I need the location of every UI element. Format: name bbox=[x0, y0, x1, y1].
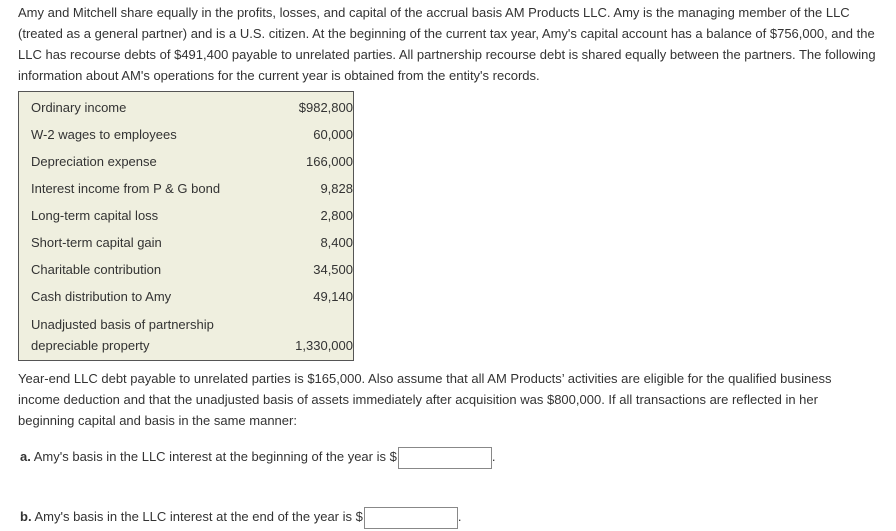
row-label: Short-term capital gain bbox=[31, 235, 162, 250]
question-text: Amy's basis in the LLC interest at the end of the year is bbox=[34, 509, 353, 524]
row-label: Long-term capital loss bbox=[31, 208, 159, 223]
beginning-basis-input[interactable] bbox=[398, 447, 492, 469]
table-row bbox=[31, 206, 353, 226]
row-value: $982,800 bbox=[298, 100, 353, 115]
table-row bbox=[31, 125, 353, 145]
row-value: 2,800 bbox=[320, 208, 353, 223]
row-label: Ordinary income bbox=[31, 100, 127, 115]
currency-symbol: $ bbox=[355, 509, 363, 524]
row-value: 60,000 bbox=[313, 127, 353, 142]
table-row bbox=[31, 314, 353, 356]
row-value: 8,400 bbox=[320, 235, 353, 250]
row-label-line: Unadjusted basis of partnership bbox=[31, 317, 214, 332]
ending-basis-input[interactable] bbox=[364, 507, 458, 529]
row-label bbox=[31, 314, 214, 356]
question-period: . bbox=[491, 449, 496, 464]
table-row bbox=[31, 287, 353, 307]
question-letter: a. bbox=[20, 449, 31, 464]
question-text: Amy's basis in the LLC interest at the beginning of the year is bbox=[33, 449, 386, 464]
row-value: 49,140 bbox=[313, 289, 353, 304]
table-row bbox=[31, 260, 353, 280]
row-value: 1,330,000 bbox=[295, 338, 353, 353]
table-row bbox=[31, 179, 353, 199]
row-value: 166,000 bbox=[306, 154, 353, 169]
question-b bbox=[20, 505, 462, 529]
question-letter: b. bbox=[20, 509, 32, 524]
table-row bbox=[31, 233, 353, 253]
row-label: Interest income from P & G bond bbox=[31, 181, 221, 196]
question-period: . bbox=[457, 509, 462, 524]
row-label: Depreciation expense bbox=[31, 154, 157, 169]
row-label: Charitable contribution bbox=[31, 262, 162, 277]
problem-intro: Amy and Mitchell share equally in the profits, losses, and capital of the accrual basis AM Products LLC. Amy is the managing member of the LLC (treated as a general partner) and is a U.S. citizen. At the beginning of the current tax year, Amy's capital account has a balance of $756,000, and the LLC has recourse debts of $491,400 payable to unrelated parties. All partnership recourse debt is shared equally between the partners. The following information about AM's operations for the current year is obtained from the entity's records. bbox=[18, 5, 876, 83]
row-value: 9,828 bbox=[320, 181, 353, 196]
row-label: Cash distribution to Amy bbox=[31, 289, 172, 304]
question-a bbox=[20, 445, 495, 469]
row-value: 34,500 bbox=[313, 262, 353, 277]
table-row bbox=[31, 152, 353, 172]
operations-data-table bbox=[18, 91, 354, 361]
problem-assumptions: Year-end LLC debt payable to unrelated parties is $165,000. Also assume that all AM Products’ activities are eligible for the qualified business income deduction and that the unadjusted basis of assets immediately after acquisition was $800,000. If all transactions are reflected in her beginning capital and basis in the same manner: bbox=[18, 371, 832, 428]
row-label: W-2 wages to employees bbox=[31, 127, 177, 142]
row-label-line: depreciable property bbox=[31, 338, 150, 353]
table-row bbox=[31, 98, 353, 118]
currency-symbol: $ bbox=[389, 449, 397, 464]
